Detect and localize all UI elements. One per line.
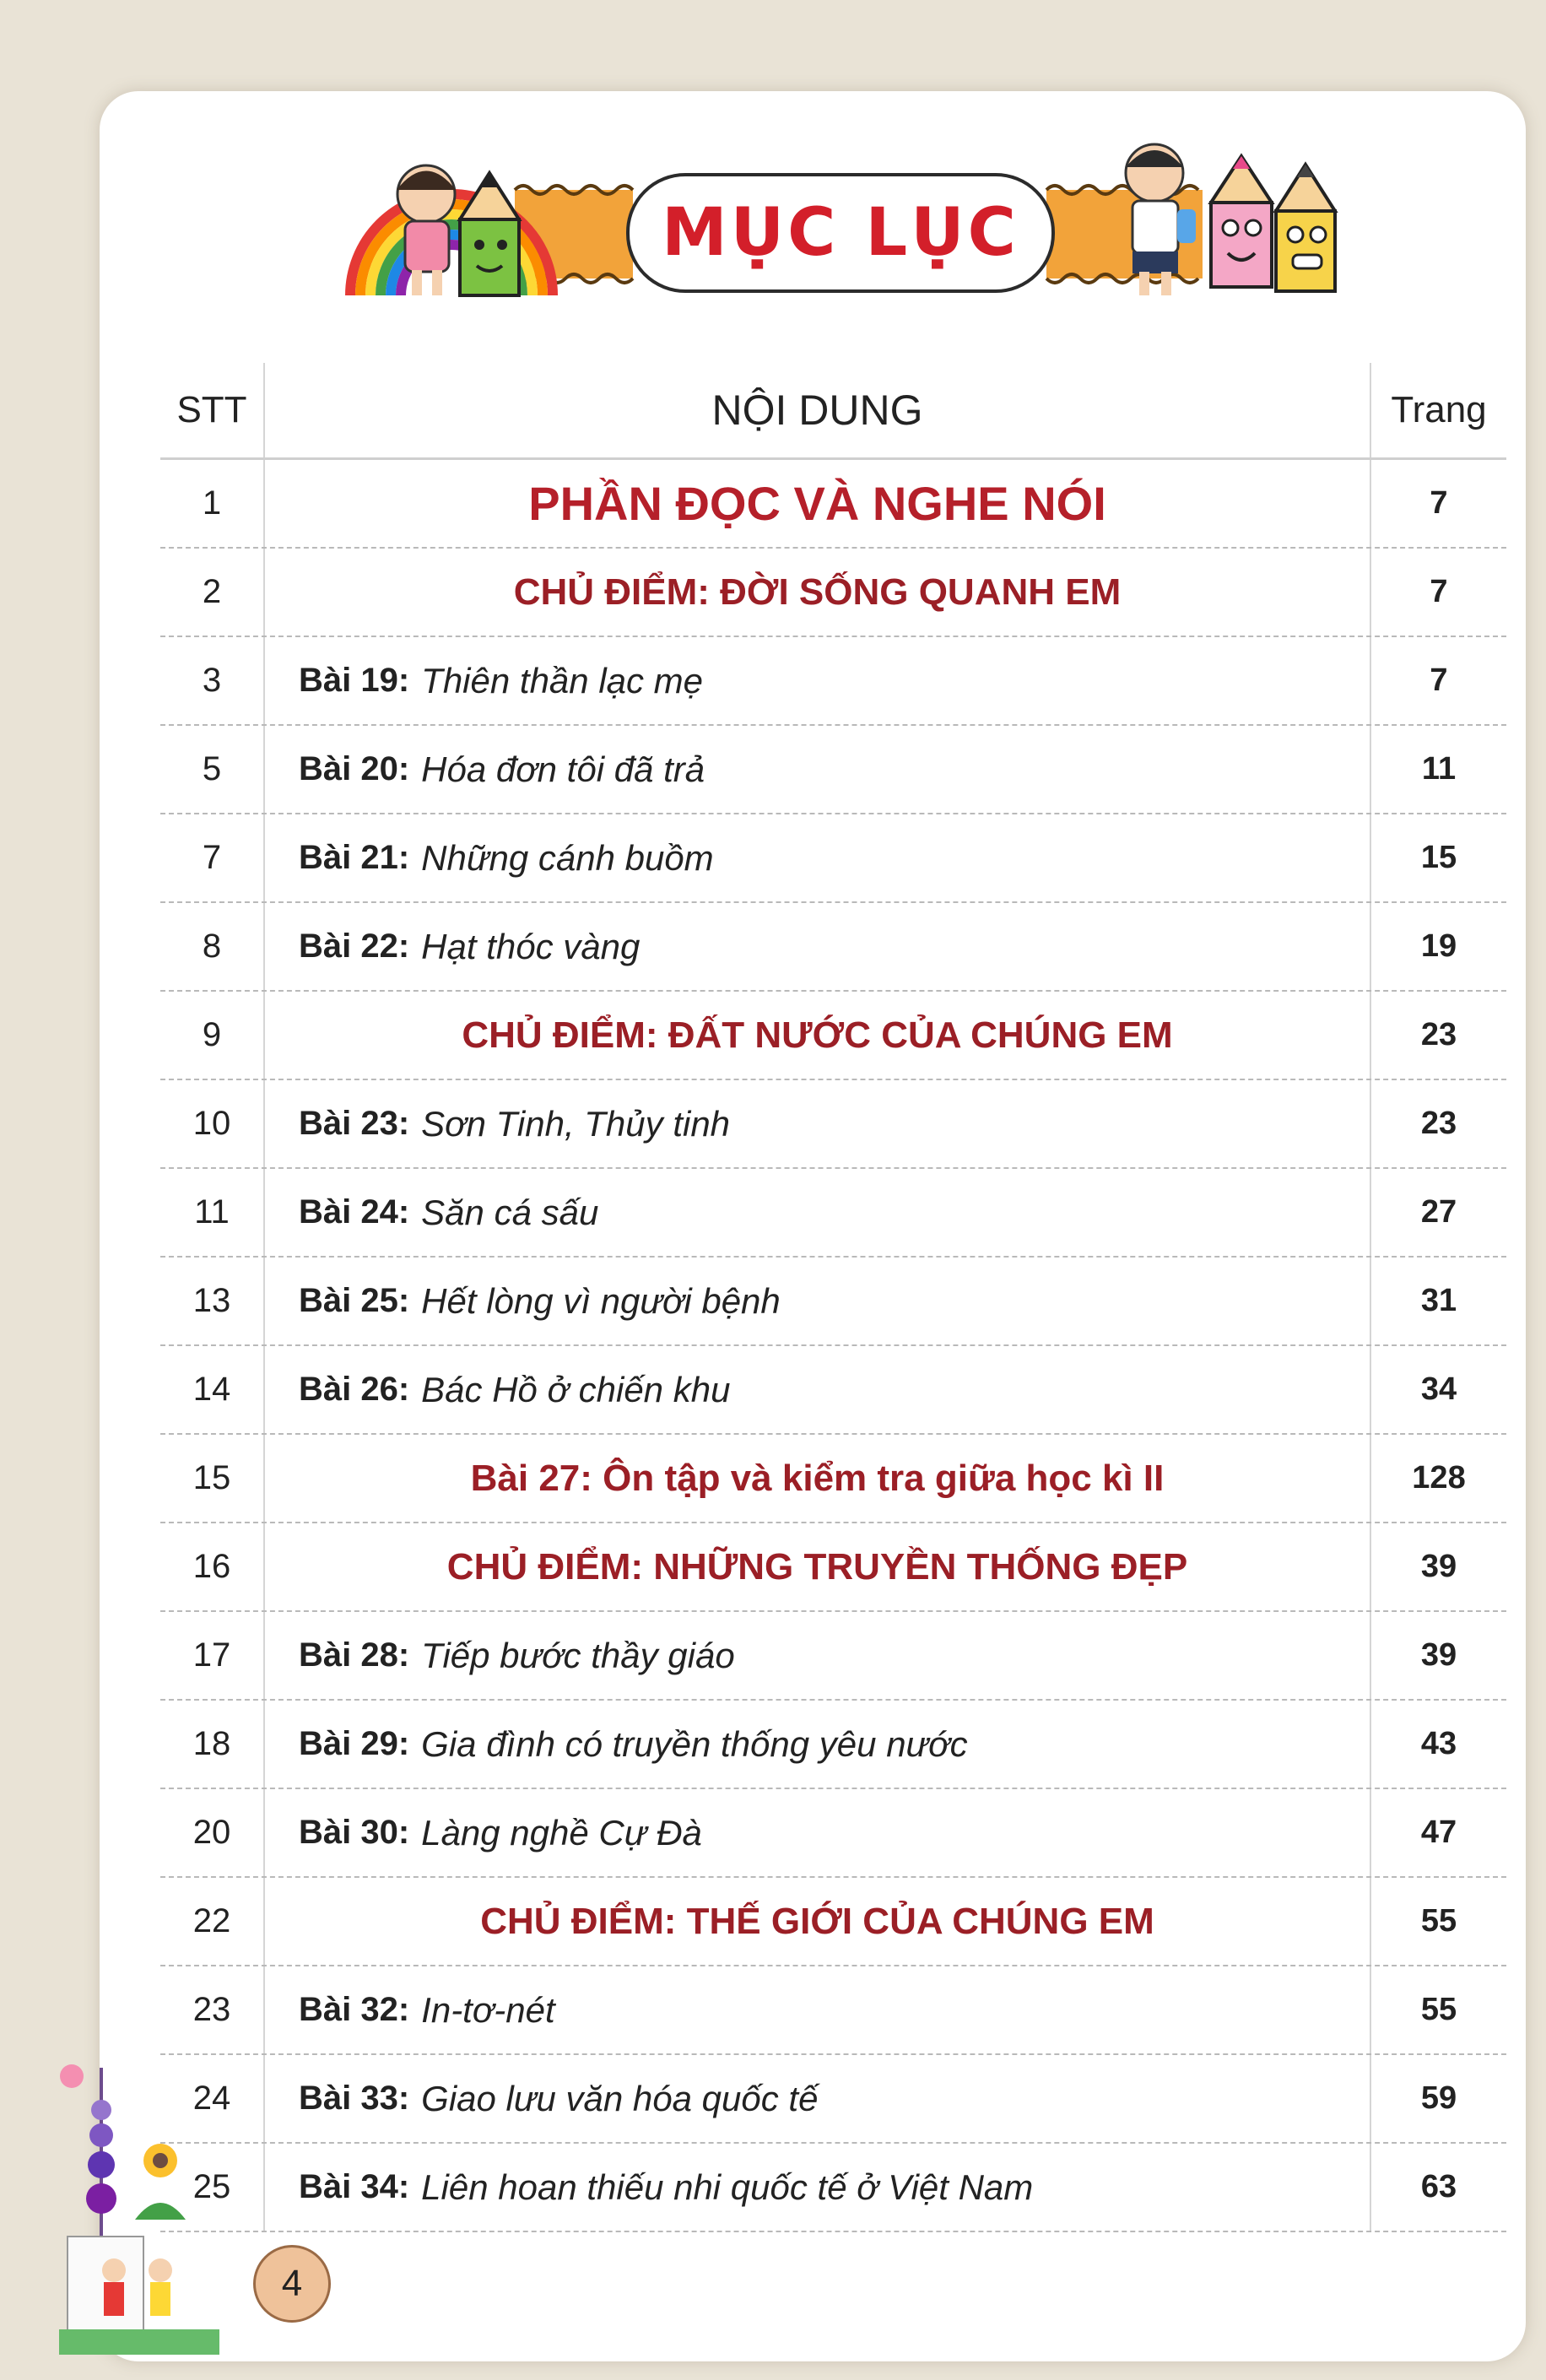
- content-cell: [265, 2144, 1370, 2231]
- lesson-title: In-tơ-nét: [421, 1989, 555, 2030]
- lesson-number: Bài 25:: [299, 1282, 410, 1319]
- lesson-number: Bài 19:: [299, 662, 410, 699]
- lesson-number: Bài 26:: [299, 1371, 410, 1408]
- part-heading: PHẦN ĐỌC VÀ NGHE NÓI: [528, 477, 1106, 530]
- toc-row: [160, 637, 1506, 726]
- stt-cell: 5: [160, 726, 265, 813]
- content-header: NỘI DUNG: [711, 387, 923, 434]
- page-header: Trang: [1370, 363, 1506, 457]
- section-heading: CHỦ ĐIỂM: ĐỜI SỐNG QUANH EM: [513, 571, 1122, 613]
- content-cell: [265, 637, 1370, 724]
- stt-cell: 10: [160, 1080, 265, 1167]
- content-cell: [265, 1612, 1370, 1699]
- lesson-number: Bài 34:: [299, 2168, 410, 2205]
- stt-cell: 8: [160, 903, 265, 990]
- page-cell: 7: [1370, 637, 1506, 724]
- content-cell: [265, 1701, 1370, 1788]
- stt-cell: 24: [160, 2055, 265, 2142]
- page-cell: 63: [1370, 2144, 1506, 2231]
- title-frame: [626, 173, 1055, 293]
- lesson-title: Tiếp bước thầy giáo: [421, 1635, 735, 1675]
- toc-row: [160, 1966, 1506, 2055]
- toc-row: [160, 549, 1506, 637]
- page-cell: 31: [1370, 1258, 1506, 1344]
- page-cell: 39: [1370, 1612, 1506, 1699]
- toc-row: [160, 1258, 1506, 1346]
- stt-cell: 25: [160, 2144, 265, 2231]
- content-cell: [265, 992, 1370, 1079]
- pencil-yellow-illustration: [1276, 165, 1335, 291]
- stt-cell: 3: [160, 637, 265, 724]
- toc-row: [160, 460, 1506, 549]
- toc-row: [160, 903, 1506, 992]
- lesson-title: Bác Hồ ở chiến khu: [421, 1369, 731, 1409]
- page-cell: 34: [1370, 1346, 1506, 1433]
- stt-cell: 13: [160, 1258, 265, 1344]
- page-cell: 23: [1370, 992, 1506, 1079]
- page-cell: 7: [1370, 549, 1506, 636]
- pencil-pink-illustration: [1211, 156, 1272, 287]
- content-cell: [265, 549, 1370, 636]
- section-heading: CHỦ ĐIỂM: NHỮNG TRUYỀN THỐNG ĐẸP: [446, 1545, 1188, 1588]
- content-cell: [265, 2055, 1370, 2142]
- lesson-number: Bài 21:: [299, 839, 410, 876]
- toc-row: [160, 1435, 1506, 1523]
- page-cell: 7: [1370, 460, 1506, 547]
- page-cell: 59: [1370, 2055, 1506, 2142]
- stt-header: STT: [160, 363, 265, 457]
- lesson-number: Bài 20:: [299, 750, 410, 787]
- toc-row: [160, 1612, 1506, 1701]
- toc-row: [160, 2144, 1506, 2232]
- toc-row: [160, 1523, 1506, 1612]
- lesson-number: Bài 29:: [299, 1725, 410, 1762]
- lesson-title: Hết lòng vì người bệnh: [421, 1280, 781, 1321]
- toc-row: [160, 992, 1506, 1080]
- lesson-title: Liên hoan thiếu nhi quốc tế ở Việt Nam: [421, 2166, 1034, 2207]
- toc-row: [160, 1169, 1506, 1258]
- lesson-number: Bài 30:: [299, 1814, 410, 1851]
- content-cell: [265, 814, 1370, 901]
- content-cell: [265, 726, 1370, 813]
- lesson-title: Hạt thóc vàng: [421, 926, 641, 966]
- page-cell: 128: [1370, 1435, 1506, 1522]
- toc-row: [160, 814, 1506, 903]
- lesson-title: Săn cá sấu: [421, 1192, 599, 1232]
- page-cell: 11: [1370, 726, 1506, 813]
- stt-cell: 20: [160, 1789, 265, 1876]
- stt-cell: 1: [160, 460, 265, 547]
- content-cell: [265, 460, 1370, 547]
- page-cell: 19: [1370, 903, 1506, 990]
- lesson-number: Bài 22:: [299, 928, 410, 965]
- toc-row: [160, 726, 1506, 814]
- content-cell: [265, 1346, 1370, 1433]
- page-cell: 15: [1370, 814, 1506, 901]
- toc-table: [160, 363, 1506, 2232]
- stt-cell: 2: [160, 549, 265, 636]
- page-cell: 39: [1370, 1523, 1506, 1610]
- page-cell: 55: [1370, 1966, 1506, 2053]
- content-cell: [265, 903, 1370, 990]
- content-cell: [265, 1523, 1370, 1610]
- lesson-title: Giao lưu văn hóa quốc tế: [421, 2078, 819, 2118]
- page-cell: 55: [1370, 1878, 1506, 1965]
- page-cell: 43: [1370, 1701, 1506, 1788]
- lesson-title: Gia đình có truyền thống yêu nước: [421, 1723, 968, 1764]
- stt-cell: 17: [160, 1612, 265, 1699]
- stt-cell: 22: [160, 1878, 265, 1965]
- toc-row: [160, 2055, 1506, 2144]
- toc-row: [160, 1878, 1506, 1966]
- lesson-number: Bài 33:: [299, 2080, 410, 2117]
- stt-cell: 18: [160, 1701, 265, 1788]
- lesson-number: Bài 32:: [299, 1991, 410, 2028]
- toc-row: [160, 1346, 1506, 1435]
- lesson-title: Sơn Tinh, Thủy tinh: [421, 1103, 731, 1144]
- content-cell: [265, 1258, 1370, 1344]
- lesson-number: Bài 24:: [299, 1193, 410, 1231]
- section-heading: CHỦ ĐIỂM: ĐẤT NƯỚC CỦA CHÚNG EM: [462, 1014, 1173, 1056]
- stt-cell: 11: [160, 1169, 265, 1256]
- content-cell: [265, 1169, 1370, 1256]
- lesson-number: Bài 28:: [299, 1636, 410, 1674]
- section-heading: CHỦ ĐIỂM: THẾ GIỚI CỦA CHÚNG EM: [480, 1900, 1154, 1942]
- toc-header-row: [160, 363, 1506, 460]
- toc-row: [160, 1080, 1506, 1169]
- lesson-title: Làng nghề Cự Đà: [421, 1812, 702, 1853]
- page-cell: 47: [1370, 1789, 1506, 1876]
- stt-cell: 7: [160, 814, 265, 901]
- content-cell: [265, 1878, 1370, 1965]
- page-number-badge: 4: [253, 2245, 331, 2323]
- content-cell: [265, 1789, 1370, 1876]
- stt-cell: 23: [160, 1966, 265, 2053]
- content-cell: [265, 1080, 1370, 1167]
- content-cell: [265, 1966, 1370, 2053]
- flower-kids-illustration: [34, 2042, 245, 2372]
- lesson-number: Bài 23:: [299, 1105, 410, 1142]
- page-cell: 23: [1370, 1080, 1506, 1167]
- toc-row: [160, 1701, 1506, 1789]
- stt-cell: 15: [160, 1435, 265, 1522]
- page-cell: 27: [1370, 1169, 1506, 1256]
- section-heading: Bài 27: Ôn tập và kiểm tra giữa học kì II: [470, 1457, 1165, 1499]
- stt-cell: 9: [160, 992, 265, 1079]
- page-title: MỤC LỤC: [662, 195, 1019, 271]
- stt-cell: 14: [160, 1346, 265, 1433]
- content-cell: [265, 1435, 1370, 1522]
- lesson-title: Thiên thần lạc mẹ: [421, 660, 704, 700]
- stt-cell: 16: [160, 1523, 265, 1610]
- lesson-title: Những cánh buồm: [421, 837, 714, 878]
- lesson-title: Hóa đơn tôi đã trả: [421, 749, 705, 789]
- toc-row: [160, 1789, 1506, 1878]
